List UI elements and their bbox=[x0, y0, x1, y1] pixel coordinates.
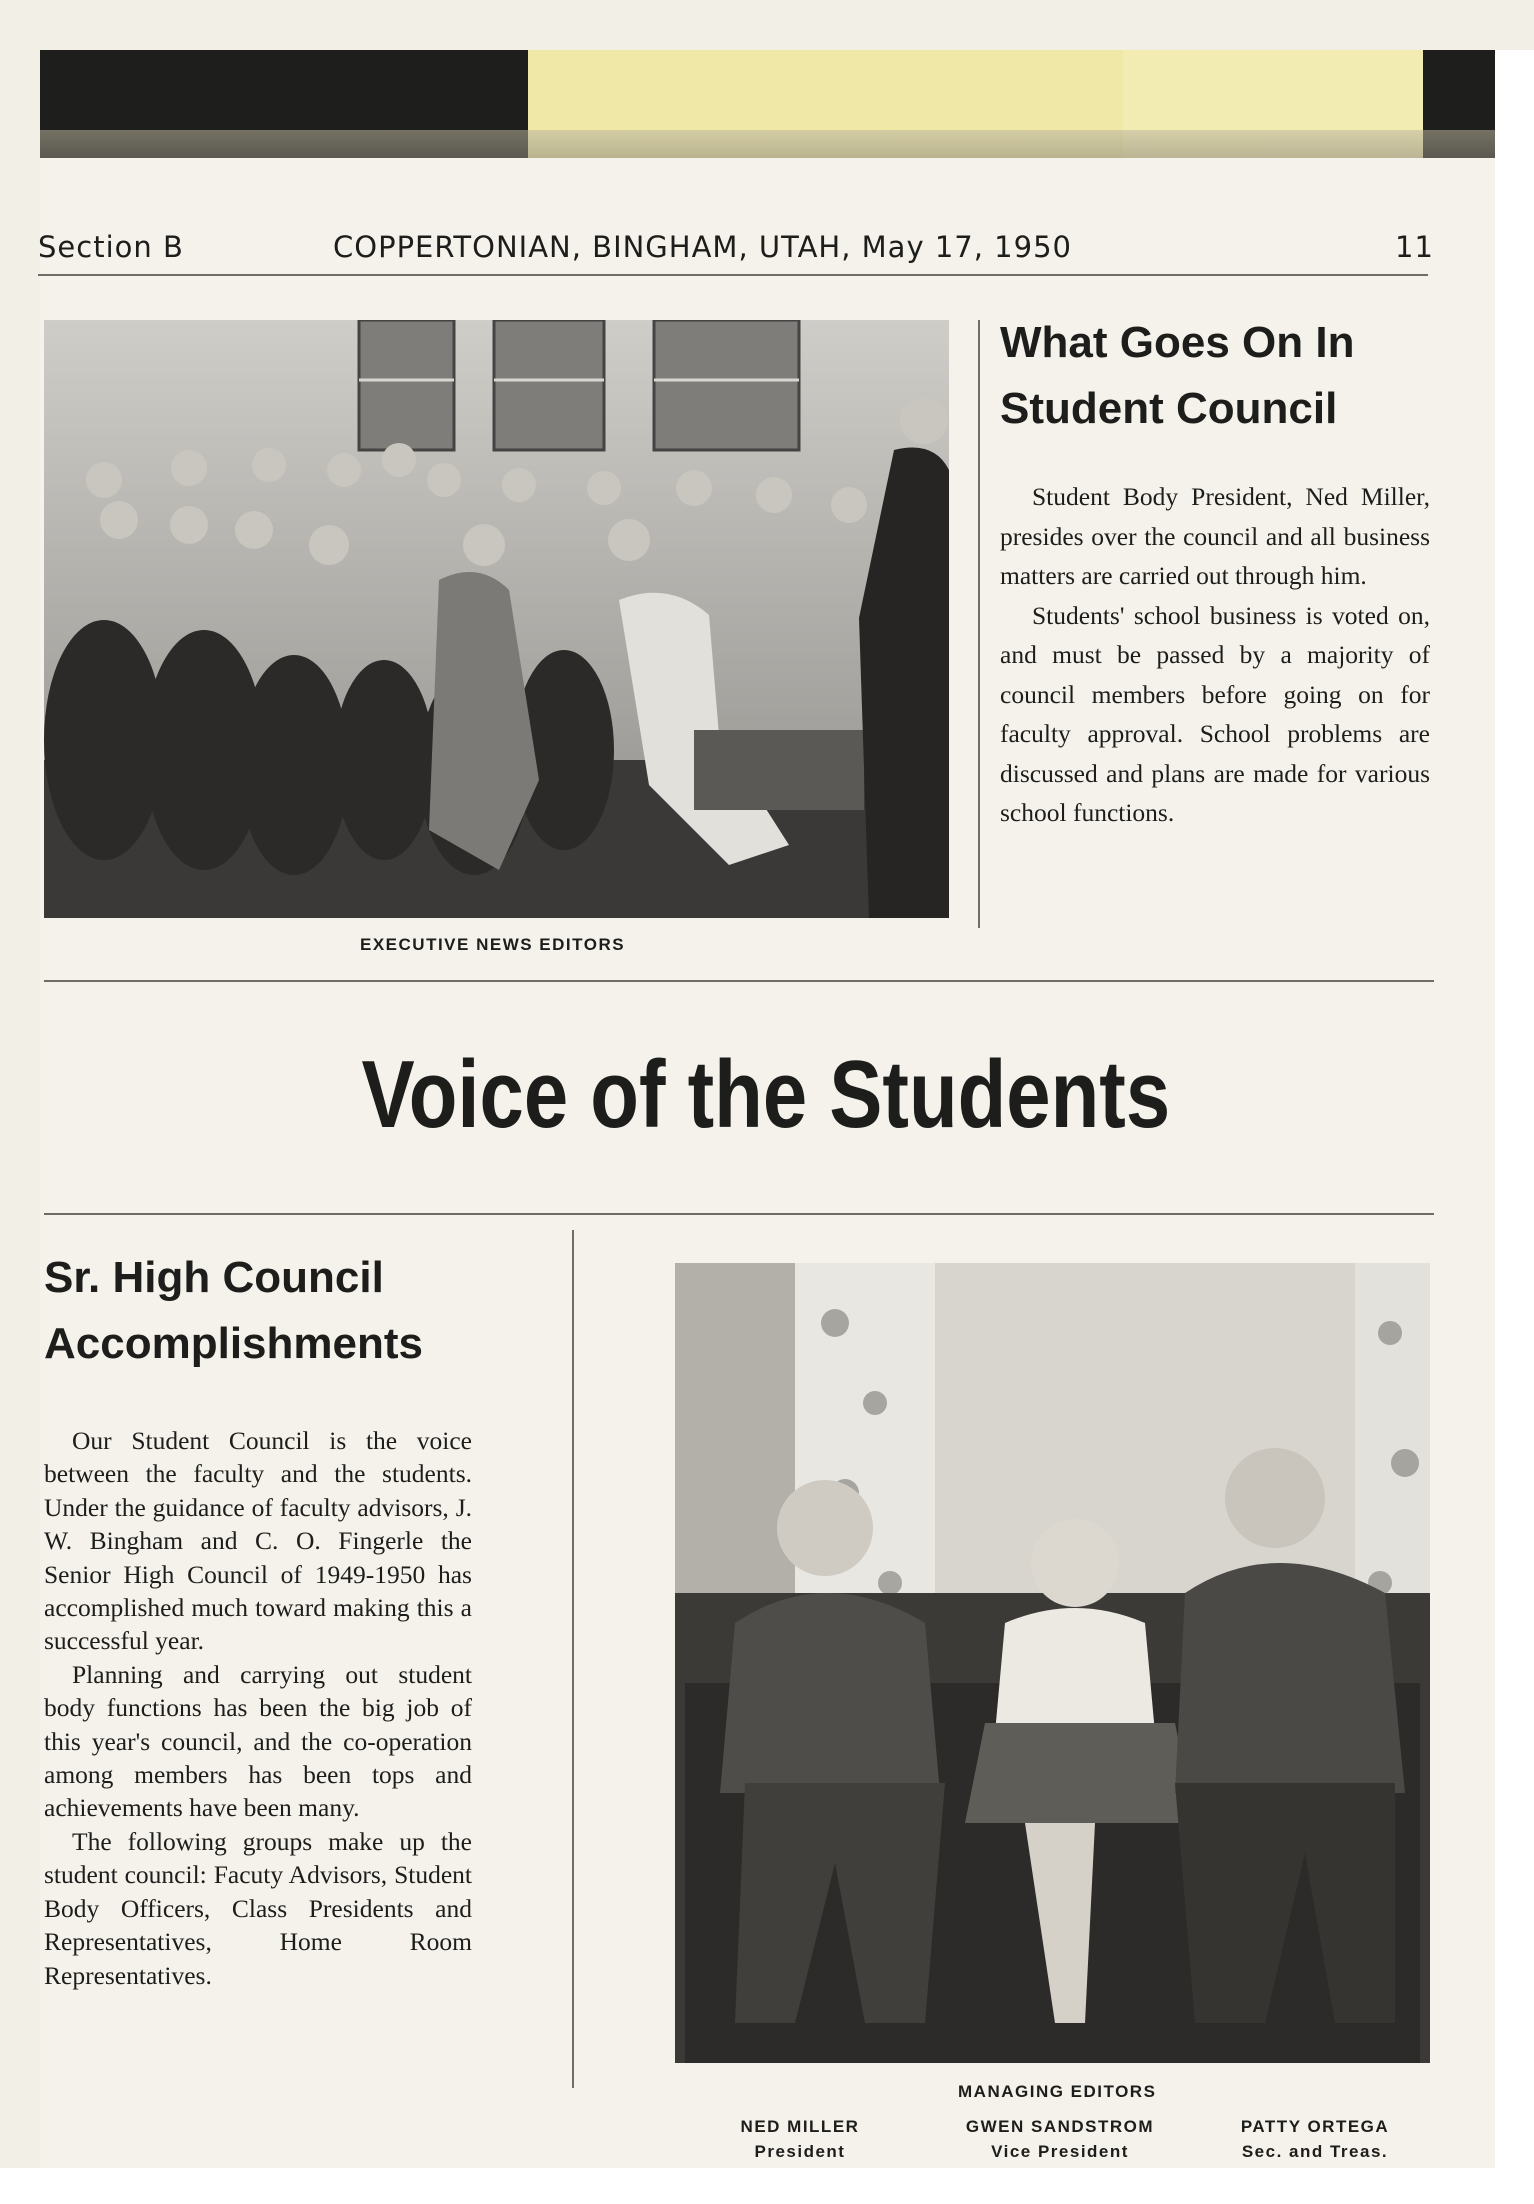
paragraph: The following groups make up the student council: Facuty Advisors, Student Body Officers, Class Presidents and Representatives, Home Room Representatives. bbox=[44, 1826, 472, 1990]
article-body bbox=[1000, 477, 1430, 833]
masthead: COPPERTONIAN, BINGHAM, UTAH, May 17, 1950 bbox=[333, 230, 1072, 264]
article-title bbox=[44, 1245, 474, 1377]
page-number: 11 bbox=[1395, 230, 1434, 264]
article-title-line: What Goes On In bbox=[1000, 318, 1355, 367]
binding-shadow bbox=[40, 130, 1495, 158]
page-headline: Voice of the Students bbox=[361, 1041, 1171, 1148]
bottom-photo-caption: MANAGING EDITORS bbox=[958, 2082, 1157, 2101]
paragraph: Student Body President, Ned Miller, presides over the council and all business matters are carried out through him. bbox=[1000, 482, 1430, 590]
person-role: President bbox=[754, 2142, 846, 2161]
person-caption bbox=[1215, 2114, 1415, 2164]
article-body bbox=[44, 1424, 472, 1992]
top-photo-caption: EXECUTIVE NEWS EDITORS bbox=[360, 935, 626, 954]
person-name: PATTY ORTEGA bbox=[1240, 2117, 1390, 2136]
section-rule bbox=[44, 980, 1434, 982]
column-rule bbox=[572, 1230, 574, 2088]
page-edge bbox=[1495, 50, 1534, 2204]
paragraph: Students' school business is voted on, and must be passed by a majority of council members before going on for faculty approval. School problems are discussed and plans are made for various school functions. bbox=[1000, 600, 1430, 827]
paragraph: Planning and carrying out student body functions has been the big job of this year's council, and the co-operation among members has been tops and achievements have been many. bbox=[44, 1659, 472, 1823]
person-role: Sec. and Treas. bbox=[1241, 2142, 1389, 2161]
person-caption bbox=[700, 2114, 900, 2164]
person-name: NED MILLER bbox=[740, 2117, 860, 2136]
person-name: GWEN SANDSTROM bbox=[965, 2117, 1155, 2136]
section-rule bbox=[44, 1213, 1434, 1215]
article-title-line: Accomplishments bbox=[44, 1319, 423, 1368]
section-label: Section B bbox=[38, 230, 184, 264]
scan-binding-strip bbox=[40, 50, 1495, 158]
council-meeting-photo bbox=[44, 320, 949, 918]
person-role: Vice President bbox=[991, 2142, 1129, 2161]
article-title-line: Student Council bbox=[1000, 384, 1338, 433]
page-edge bbox=[0, 2168, 1534, 2204]
officers-photo bbox=[675, 1263, 1430, 2063]
article-title-line: Sr. High Council bbox=[44, 1253, 384, 1302]
article-title bbox=[1000, 310, 1470, 442]
column-rule bbox=[978, 320, 980, 928]
person-caption bbox=[940, 2114, 1180, 2164]
paragraph: Our Student Council is the voice between the faculty and the students. Under the guidance of faculty advisors, J. W. Bingham and C. O. Fingerle the Senior High Council of 1949-1950 has accomplished much toward making this a successful year. bbox=[44, 1426, 472, 1656]
header-rule bbox=[38, 274, 1428, 276]
